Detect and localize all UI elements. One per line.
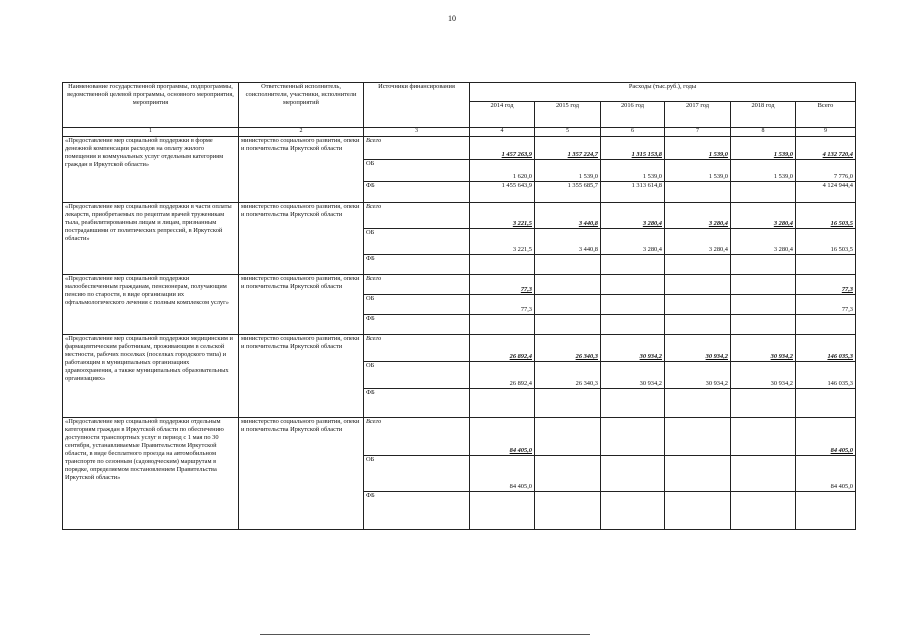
- column-number: 1: [63, 128, 239, 137]
- amount-cell: 3 280,4: [601, 202, 665, 228]
- amount-cell: 84 405,0: [470, 455, 535, 491]
- amount-cell: [731, 491, 796, 529]
- source-label: Всего: [364, 136, 470, 159]
- source-label: Всего: [364, 274, 470, 294]
- source-label: Всего: [364, 334, 470, 361]
- source-label: ФБ: [364, 491, 470, 529]
- amount-cell: 1 455 643,9: [470, 181, 535, 202]
- amount-cell: 26 340,3: [535, 334, 601, 361]
- table-row: [63, 136, 856, 159]
- table-row: [63, 417, 856, 455]
- amount-cell: [796, 254, 856, 274]
- executor-cell: министерство социального развития, опеки и попечительства Иркутской области: [239, 202, 364, 274]
- header-total: Всего: [796, 102, 856, 128]
- amount-cell: [535, 274, 601, 294]
- source-label: Всего: [364, 202, 470, 228]
- source-label: ФБ: [364, 181, 470, 202]
- amount-cell: 1 355 685,7: [535, 181, 601, 202]
- header-source: Источники финансирования: [364, 83, 470, 128]
- measure-name: «Предоставление мер социальной поддержки медицинским и фармацевтическим работникам, проживающим в сельской местности, рабочих поселках (поселках городского типа) и работающим в муниципальных организациях здравоохранения, а также муниципальных образовательных организациях»: [63, 334, 239, 417]
- amount-cell: [535, 417, 601, 455]
- column-number: 2: [239, 128, 364, 137]
- amount-cell: 1 620,0: [470, 159, 535, 181]
- amount-cell: [470, 254, 535, 274]
- amount-cell: [796, 491, 856, 529]
- amount-cell: [535, 388, 601, 417]
- amount-cell: [796, 314, 856, 334]
- amount-cell: [601, 491, 665, 529]
- amount-cell: [535, 455, 601, 491]
- source-label: Всего: [364, 417, 470, 455]
- amount-cell: [665, 181, 731, 202]
- amount-cell: [731, 254, 796, 274]
- amount-cell: 4 132 720,4: [796, 136, 856, 159]
- amount-cell: 16 503,5: [796, 202, 856, 228]
- executor-cell: министерство социального развития, опеки и попечительства Иркутской области: [239, 136, 364, 202]
- measure-name: «Предоставление мер социальной поддержки отдельным категориям граждан в Иркутской области по обеспечению доступности транспортных услуг в период с 1 мая по 30 сентября, устанавливаемые Правительством Иркутской области, в виде бесплатного проезда на автомобильном транспорте по сезонным (садоводческим) маршрутам в порядке, определяемом постановлением Правительства Иркутской области»: [63, 417, 239, 529]
- amount-cell: [665, 417, 731, 455]
- table-row: [63, 334, 856, 361]
- amount-cell: [470, 388, 535, 417]
- amount-cell: [601, 294, 665, 314]
- executor-cell: министерство социального развития, опеки и попечительства Иркутской области: [239, 334, 364, 417]
- amount-cell: 16 503,5: [796, 228, 856, 254]
- amount-cell: 1 539,0: [731, 136, 796, 159]
- source-label: ОБ: [364, 455, 470, 491]
- amount-cell: 26 340,3: [535, 361, 601, 388]
- amount-cell: 1 357 224,7: [535, 136, 601, 159]
- executor-cell: министерство социального развития, опеки и попечительства Иркутской области: [239, 274, 364, 334]
- amount-cell: [470, 314, 535, 334]
- amount-cell: 26 892,4: [470, 361, 535, 388]
- amount-cell: 84 405,0: [470, 417, 535, 455]
- source-label: ОБ: [364, 294, 470, 314]
- amount-cell: [535, 294, 601, 314]
- amount-cell: [601, 388, 665, 417]
- amount-cell: [796, 388, 856, 417]
- header-year: 2017 год: [665, 102, 731, 128]
- amount-cell: 1 539,0: [665, 159, 731, 181]
- amount-cell: 146 035,3: [796, 361, 856, 388]
- amount-cell: [665, 314, 731, 334]
- amount-cell: [731, 417, 796, 455]
- amount-cell: 77,3: [470, 274, 535, 294]
- amount-cell: 1 539,0: [601, 159, 665, 181]
- header-year: 2016 год: [601, 102, 665, 128]
- header-year: 2018 год: [731, 102, 796, 128]
- source-label: ОБ: [364, 159, 470, 181]
- amount-cell: [731, 388, 796, 417]
- column-number: 7: [665, 128, 731, 137]
- amount-cell: 3 280,4: [665, 202, 731, 228]
- amount-cell: 4 124 944,4: [796, 181, 856, 202]
- column-number: 8: [731, 128, 796, 137]
- amount-cell: 3 280,4: [665, 228, 731, 254]
- amount-cell: 84 405,0: [796, 417, 856, 455]
- amount-cell: [601, 274, 665, 294]
- amount-cell: 1 457 263,9: [470, 136, 535, 159]
- amount-cell: 3 280,4: [601, 228, 665, 254]
- header-year: 2014 год: [470, 102, 535, 128]
- amount-cell: [665, 294, 731, 314]
- amount-cell: [601, 254, 665, 274]
- amount-cell: 30 934,2: [601, 361, 665, 388]
- header-executor: Ответственный исполнитель, соисполнители, участники, исполнители мероприятий: [239, 83, 364, 128]
- amount-cell: 77,3: [796, 294, 856, 314]
- measure-name: «Предоставление мер социальной поддержки в части оплаты лекарств, приобретаемых по рецептам врачей труженикам тыла, реабилитированным лицам и лицам, признанным пострадавшими от политических репрессий, в Иркутской области»: [63, 202, 239, 274]
- header-year: 2015 год: [535, 102, 601, 128]
- amount-cell: 3 280,4: [731, 202, 796, 228]
- measure-name: «Предоставление мер социальной поддержки в форме денежной компенсации расходов на оплату жилого помещения и коммунальных услуг отдельным категориям граждан в Иркутской области»: [63, 136, 239, 202]
- amount-cell: 77,3: [796, 274, 856, 294]
- financing-table: [62, 82, 856, 530]
- footer-rule: [260, 634, 590, 635]
- amount-cell: [731, 314, 796, 334]
- amount-cell: 30 934,2: [731, 361, 796, 388]
- amount-cell: 30 934,2: [601, 334, 665, 361]
- measure-name: «Предоставление мер социальной поддержки малообеспеченным гражданам, пенсионерам, получающим пенсию по старости, в виде организации их офтальмологического лечения с полным комплексом услуг»: [63, 274, 239, 334]
- column-number: 3: [364, 128, 470, 137]
- column-number: 9: [796, 128, 856, 137]
- amount-cell: [601, 314, 665, 334]
- amount-cell: [601, 417, 665, 455]
- amount-cell: [731, 274, 796, 294]
- amount-cell: 77,3: [470, 294, 535, 314]
- amount-cell: [665, 254, 731, 274]
- amount-cell: [665, 388, 731, 417]
- source-label: ОБ: [364, 361, 470, 388]
- amount-cell: [731, 455, 796, 491]
- amount-cell: [535, 254, 601, 274]
- amount-cell: [535, 314, 601, 334]
- source-label: ФБ: [364, 254, 470, 274]
- amount-cell: 84 405,0: [796, 455, 856, 491]
- amount-cell: [601, 455, 665, 491]
- amount-cell: 30 934,2: [665, 334, 731, 361]
- column-number: 5: [535, 128, 601, 137]
- amount-cell: [665, 455, 731, 491]
- amount-cell: 26 892,4: [470, 334, 535, 361]
- amount-cell: 1 313 614,8: [601, 181, 665, 202]
- amount-cell: 3 440,8: [535, 228, 601, 254]
- table-row: [63, 202, 856, 228]
- source-label: ОБ: [364, 228, 470, 254]
- amount-cell: 7 776,0: [796, 159, 856, 181]
- amount-cell: [665, 274, 731, 294]
- column-number: 6: [601, 128, 665, 137]
- executor-cell: министерство социального развития, опеки и попечительства Иркутской области: [239, 417, 364, 529]
- amount-cell: 30 934,2: [731, 334, 796, 361]
- column-number: 4: [470, 128, 535, 137]
- source-label: ФБ: [364, 388, 470, 417]
- source-label: ФБ: [364, 314, 470, 334]
- amount-cell: 1 315 153,8: [601, 136, 665, 159]
- amount-cell: 1 539,0: [665, 136, 731, 159]
- header-program: Наименование государственной программы, подпрограммы, ведомственной целевой программы, основного мероприятия, мероприятия: [63, 83, 239, 128]
- amount-cell: [470, 491, 535, 529]
- amount-cell: 146 035,3: [796, 334, 856, 361]
- amount-cell: 30 934,2: [665, 361, 731, 388]
- amount-cell: [665, 491, 731, 529]
- page-number: 10: [448, 14, 456, 23]
- amount-cell: 3 221,5: [470, 202, 535, 228]
- amount-cell: [535, 491, 601, 529]
- table-row: [63, 274, 856, 294]
- amount-cell: 3 221,5: [470, 228, 535, 254]
- amount-cell: [731, 294, 796, 314]
- amount-cell: 3 440,8: [535, 202, 601, 228]
- header-expenses: Расходы (тыс.руб.), годы: [470, 83, 856, 102]
- amount-cell: [731, 181, 796, 202]
- amount-cell: 1 539,0: [731, 159, 796, 181]
- amount-cell: 3 280,4: [731, 228, 796, 254]
- amount-cell: 1 539,0: [535, 159, 601, 181]
